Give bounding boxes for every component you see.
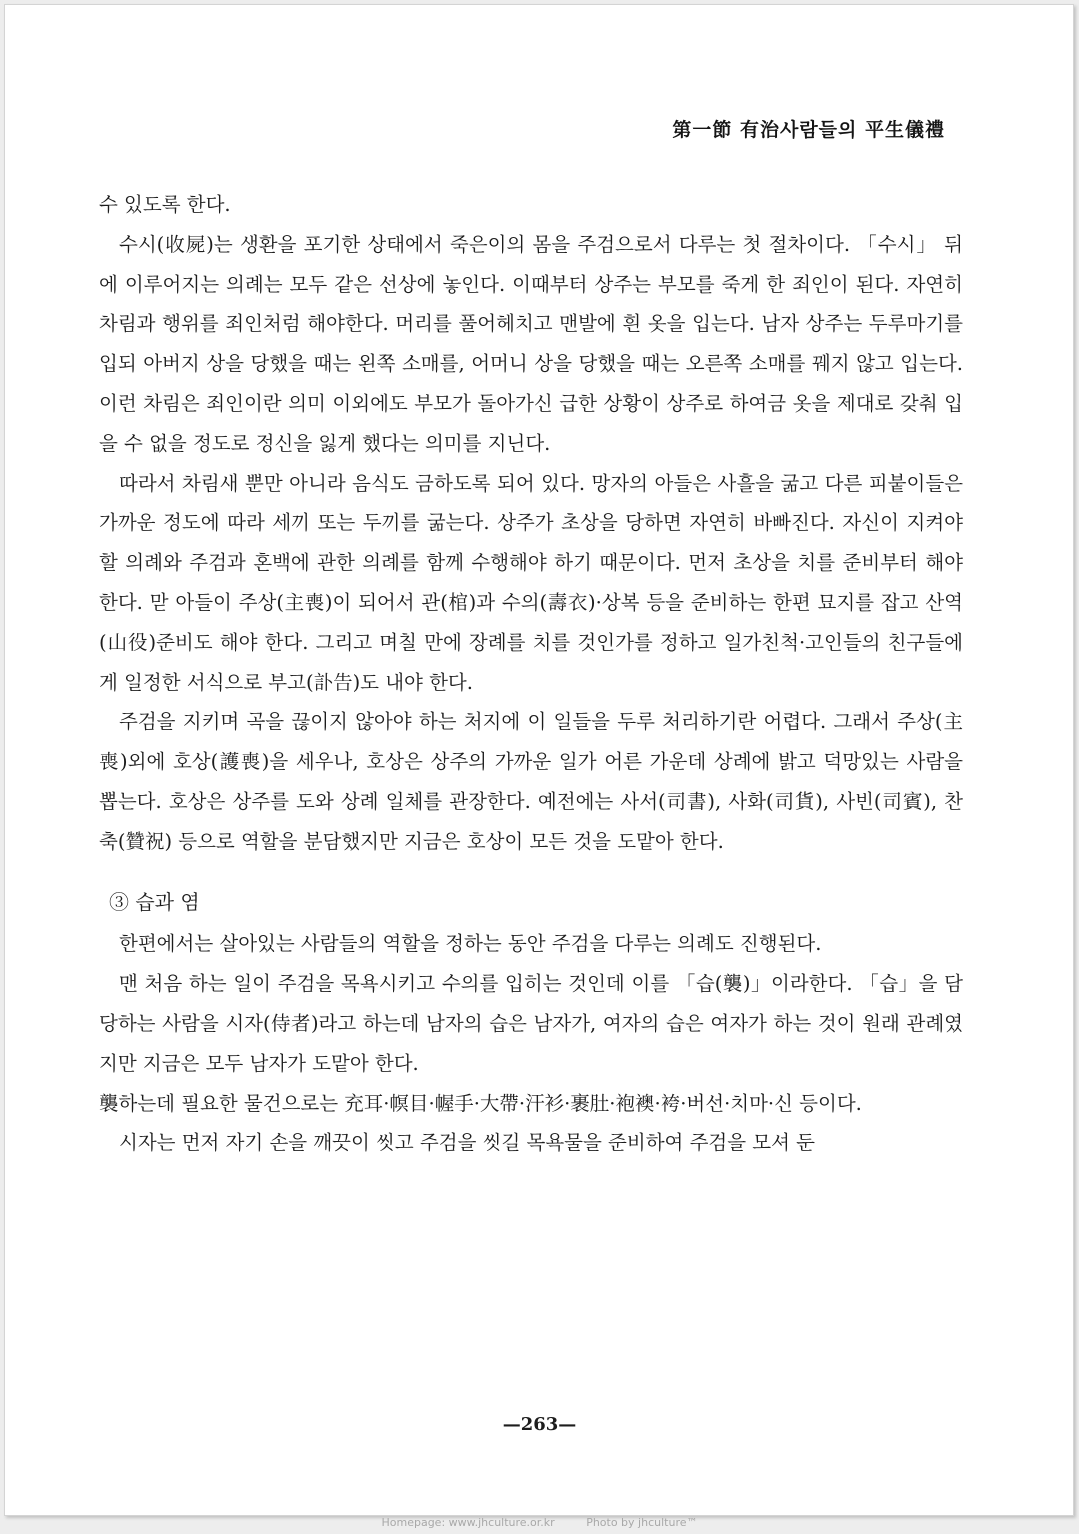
footer-homepage: Homepage: www.jhculture.or.kr (381, 1516, 555, 1529)
paragraph: 한편에서는 살아있는 사람들의 역할을 정하는 동안 주검을 다루는 의례도 진행된다. (119, 932, 822, 956)
paragraph: 따라서 차림새 뿐만 아니라 음식도 금하도록 되어 있다. 망자의 아들은 사흘을 굶고 다른 피붙이들은 가까운 정도에 따라 세끼 또는 두끼를 굶는다. 상주가 초상을 당하면 자연히 바빠진다. 자신이 지켜야할 의례와 주검과 혼백에 관한 의례를 함께 수행해야 하기 때문이다. 먼저 초상을 치를 준비부터 해야한다. 맏 아들이 주상(主喪)이 되어서 관(棺)과 수의(壽衣)·상복 등을 준비하는 한편 묘지를 잡고 산역(山役)준비도 해야 한다. 그리고 며칠 만에 장례를 치를 것인가를 정하고 일가친척·고인들의 친구들에게 일정한 서식으로 부고(訃告)도 내야 한다. (99, 471, 963, 694)
paragraph: 시자는 먼저 자기 손을 깨끗이 씻고 주검을 씻길 목욕물을 준비하여 주검을 모셔 둔 (119, 1131, 816, 1155)
paragraph: 수시(收屍)는 생환을 포기한 상태에서 죽은이의 몸을 주검으로서 다루는 첫 절차이다. 「수시」 뒤에 이루어지는 의례는 모두 같은 선상에 놓인다. 이때부터 상주는 부모를 죽게 한 죄인이 된다. 자연히 차림과 행위를 죄인처럼 해야한다. 머리를 풀어헤치고 맨발에 흰 옷을 입는다. 남자 상주는 두루마기를 입되 아버지 상을 당했을 때는 왼쪽 소매를, 어머니 상을 당했을 때는 오른쪽 소매를 꿰지 않고 입는다. 이런 차림은 죄인이란 의미 이외에도 부모가 돌아가신 급한 상황이 상주로 하여금 옷을 제대로 갖춰 입을 수 없을 정도로 정신을 잃게 했다는 의미를 지닌다. (99, 232, 963, 455)
footer (0, 1516, 1079, 1529)
paragraph: 襲하는데 필요한 물건으로는 充耳·幎目·幄手·大帶·汗衫·裹肚·袍襖·袴·버선·치마·신 등이다. (99, 1091, 862, 1115)
section-heading: ③ 습과 염 (109, 889, 200, 914)
body-text (99, 185, 963, 1163)
page-frame (4, 4, 1074, 1516)
paragraph: 주검을 지키며 곡을 끊이지 않아야 하는 처지에 이 일들을 두루 처리하기란 어렵다. 그래서 주상(主喪)외에 호상(護喪)을 세우나, 호상은 상주의 가까운 일가 어른 가운데 상례에 밝고 덕망있는 사람을 뽑는다. 호상은 상주를 도와 상례 일체를 관장한다. 예전에는 사서(司書), 사화(司貨), 사빈(司賓), 찬축(贊祝) 등으로 역할을 분담했지만 지금은 호상이 모든 것을 도맡아 한다. (99, 710, 963, 853)
paragraph: 수 있도록 한다. (99, 193, 231, 216)
paragraph: 맨 처음 하는 일이 주검을 목욕시키고 수의를 입히는 것인데 이를 「습(襲)」이라한다. 「습」을 담당하는 사람을 시자(侍者)라고 하는데 남자의 습은 남자가, 여자의 습은 여자가 하는 것이 원래 관례였지만 지금은 모두 남자가 도맡아 한다. (99, 972, 963, 1075)
footer-photo-credit: Photo by jhculture™ (586, 1516, 698, 1529)
running-header: 第一節 有治사람들의 平生儀禮 (672, 119, 945, 141)
page-number: —263— (502, 1414, 577, 1435)
